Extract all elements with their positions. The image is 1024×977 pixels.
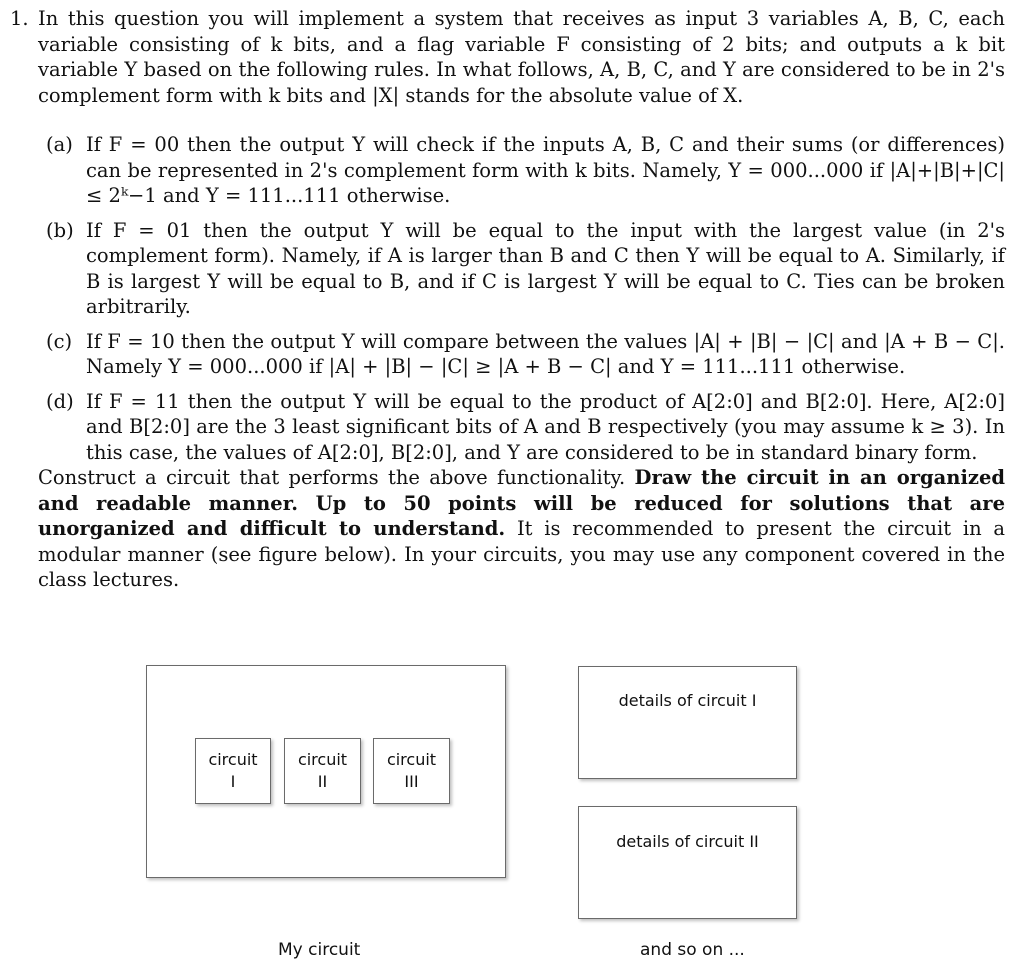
my-circuit-caption: My circuit — [278, 940, 361, 960]
circuit-i-module — [195, 738, 271, 804]
question-intro: In this question you will implement a system that receives as input 3 variables A, B, C, each variable consisting of k bits, and a flag variable F consisting of 2 bits; and outputs a k bit variable Y based on the following rules. In what follows, A, B, C, and Y are considered to be in 2's complement form with k bits and |X| stands for the absolute value of X. — [38, 7, 1005, 107]
part-d — [46, 389, 1005, 466]
part-label: (a) — [46, 133, 73, 156]
question-1 — [10, 6, 1005, 108]
details-circuit-i-box — [578, 666, 797, 779]
part-label: (c) — [46, 329, 73, 353]
construct-lead: Construct a circuit that performs the above functionality. — [38, 466, 626, 489]
construct-bold-note: Draw the circuit in an organized and readable manner. Up to 50 points will be reduced for solutions that are unorganized and difficult to understand. — [38, 466, 1006, 540]
module-label-line2: I — [230, 772, 236, 791]
part-text: If F = 10 then the output Y will compare between the values |A| + |B| − |C| and |A + B − C|. Namely Y = 000...000 if |A| + |B| − |C| ≥ |A + B − C| and Y = 111...111 otherwise. — [86, 329, 1005, 378]
circuit-ii-module — [284, 738, 361, 804]
part-label: (b) — [46, 218, 74, 242]
part-text: If F = 01 then the output Y will be equal to the input with the largest value (in 2's complement form). Namely, if A is larger than B and C then Y will be equal to A. Similarly, if B is largest Y will be equal to B, and if C is largest Y will be equal to C. Ties can be broken arbitrarily. — [86, 218, 1005, 318]
details-circuit-ii-title: details of circuit II — [616, 832, 759, 851]
construct-tail: It is recommended to present the circuit in a modular manner (see figure below). In your circuits, you may use any component covered in the class lectures. — [38, 517, 1006, 591]
part-text: If F = 11 then the output Y will be equal to the product of A[2:0] and B[2:0]. Here, A[2:0] and B[2:0] are the 3 least significant bits of A and B respectively (you may assume k ≥ 3). In this case, the values of A[2:0], B[2:0], and Y are considered to be in standard binary form. — [86, 389, 1005, 464]
circuit-iii-module — [373, 738, 450, 804]
part-label: (d) — [46, 389, 74, 413]
module-label-line1: circuit — [297, 750, 348, 769]
module-label-line1: circuit — [208, 750, 258, 769]
question-number: 1. — [10, 7, 29, 30]
and-so-on-caption: and so on ... — [640, 940, 745, 960]
module-label-line1: circuit — [386, 750, 437, 769]
part-c — [46, 329, 1005, 380]
details-circuit-i-title: details of circuit I — [618, 691, 757, 710]
part-a — [46, 132, 1005, 209]
module-label-line2: III — [404, 772, 419, 791]
construct-paragraph — [38, 465, 1005, 593]
part-text: If F = 00 then the output Y will check if the inputs A, B, C and their sums (or differences) can be represented in 2's complement form with k bits. Namely, Y = 000...000 if |A|+|B|+|C| ≤ 2ᵏ−1 and Y = 111...111 otherwise. — [86, 133, 1005, 207]
part-b — [46, 218, 1005, 320]
question-parts — [46, 132, 1005, 474]
module-label-line2: II — [317, 772, 328, 791]
details-circuit-ii-box — [578, 806, 797, 919]
